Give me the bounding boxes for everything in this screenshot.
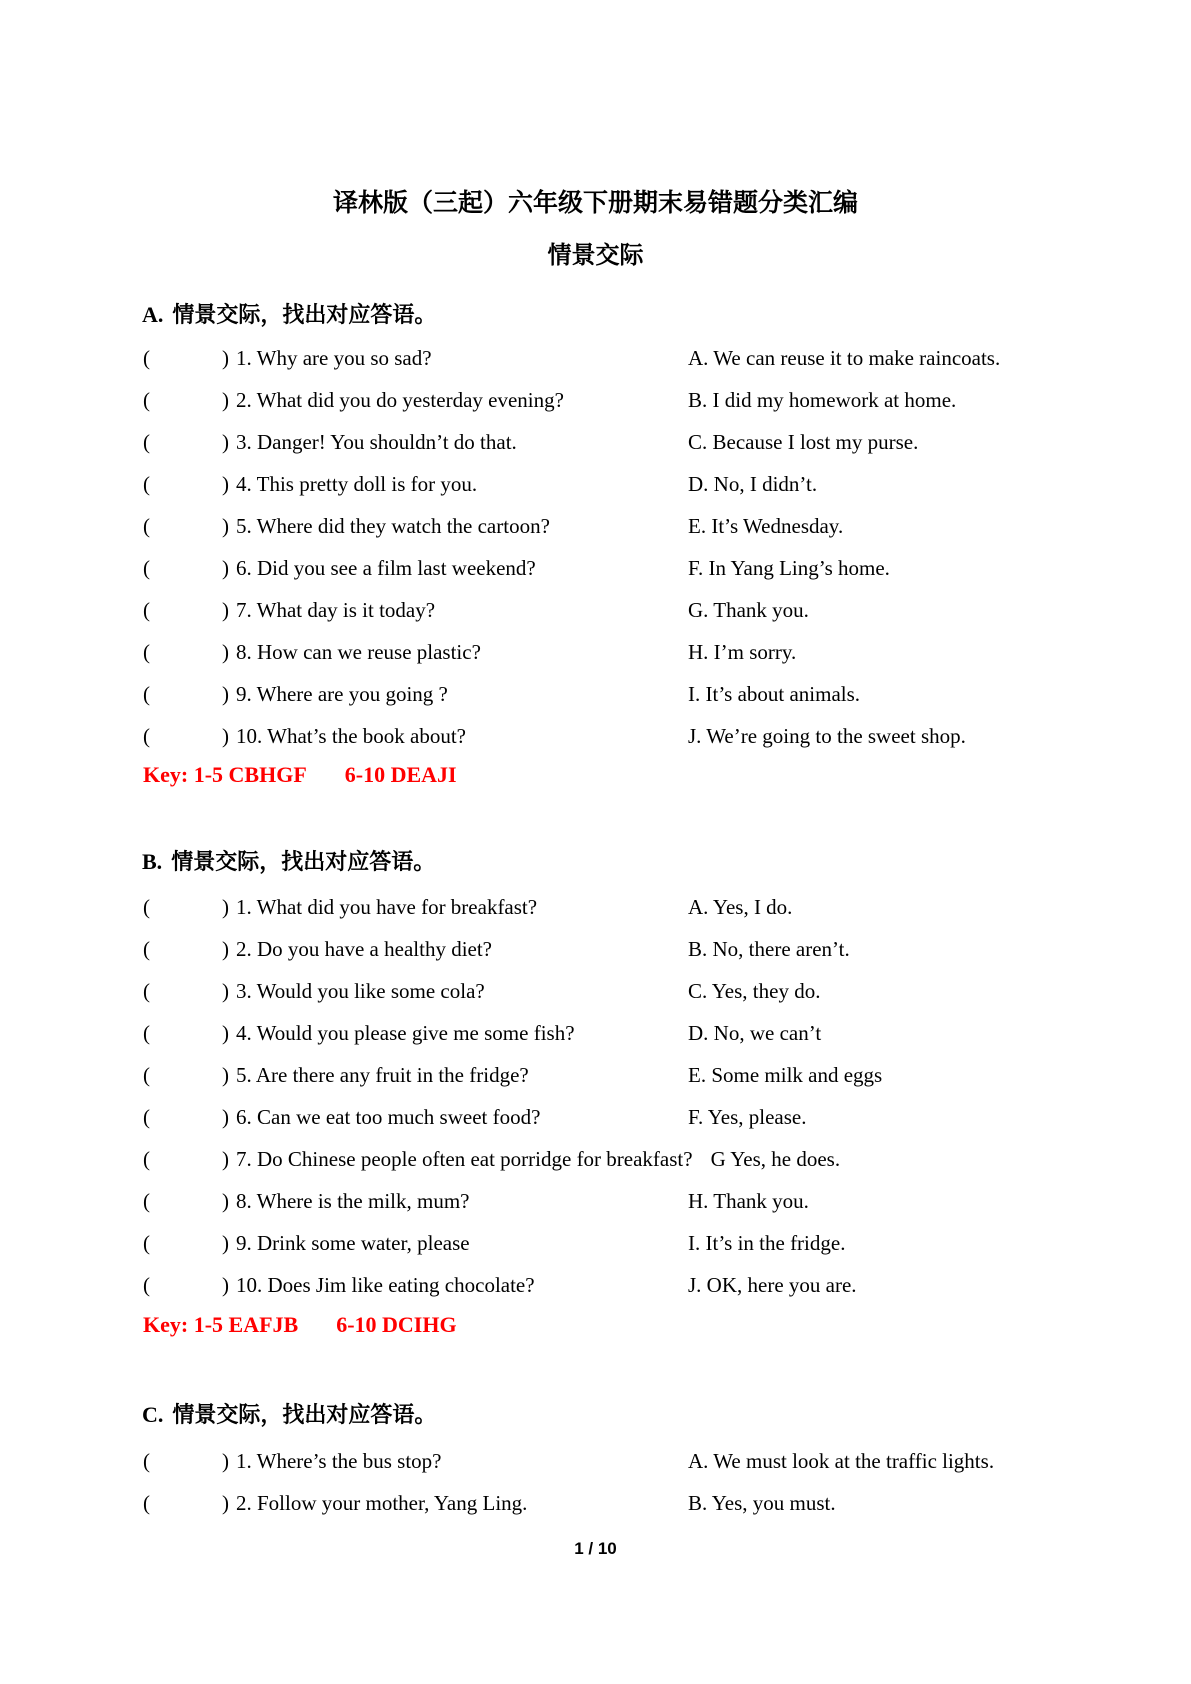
section-b-title: 情景交际，找出对应答语。 <box>171 849 436 874</box>
question-cell <box>143 1105 688 1130</box>
answer-text: C. Yes, they do. <box>688 978 821 1003</box>
section-a-heading <box>0 300 1191 330</box>
answer-blank-parens: ( <box>143 1062 150 1087</box>
answer-blank-parens: ( <box>143 555 150 580</box>
answer-blank-parens: ( <box>143 1230 150 1255</box>
question-item <box>0 1264 1191 1306</box>
answer-blank-parens: ) <box>222 1062 229 1087</box>
question-item <box>0 631 1191 673</box>
section-a-title: 情景交际，找出对应答语。 <box>172 302 437 327</box>
answer-blank-parens: ) <box>222 471 229 496</box>
answer-blank-parens: ( <box>143 1020 150 1045</box>
answer-blank-parens: ( <box>143 1272 150 1297</box>
section-b-answer-key <box>0 1307 1191 1343</box>
question-item <box>0 547 1191 589</box>
question-text: 4. Would you please give me some fish? <box>236 1020 575 1045</box>
answer-blank-parens: ) <box>222 978 229 1003</box>
answer-text: J. We’re going to the sweet shop. <box>688 723 966 748</box>
question-item <box>0 463 1191 505</box>
section-b-rows <box>0 886 1191 1306</box>
answer-blank-parens: ) <box>222 1448 229 1473</box>
answer-text: D. No, we can’t <box>688 1020 822 1045</box>
answer-blank-parens: ( <box>143 639 150 664</box>
question-cell <box>143 1021 688 1046</box>
question-text: 2. Do you have a healthy diet? <box>236 936 492 961</box>
question-text: 7. Do Chinese people often eat porridge for breakfast? <box>236 1146 693 1171</box>
answer-blank-parens: ( <box>143 1448 150 1473</box>
answer-blank-parens: ( <box>143 1490 150 1515</box>
answer-blank-parens: ) <box>222 1104 229 1129</box>
question-item <box>0 589 1191 631</box>
question-item <box>0 673 1191 715</box>
question-text: 4. This pretty doll is for you. <box>236 471 478 496</box>
answer-blank-parens: ( <box>143 345 150 370</box>
answer-blank-parens: ( <box>143 936 150 961</box>
question-cell <box>143 682 688 707</box>
answer-blank-parens: ) <box>222 429 229 454</box>
question-cell <box>143 556 688 581</box>
question-text: 9. Drink some water, please <box>236 1230 470 1255</box>
section-a-rows <box>0 337 1191 757</box>
answer-blank-parens: ( <box>143 1104 150 1129</box>
question-item <box>0 421 1191 463</box>
answer-blank-parens: ) <box>222 723 229 748</box>
question-text: 2. What did you do yesterday evening? <box>236 387 564 412</box>
question-text: 8. How can we reuse plastic? <box>236 639 481 664</box>
section-a-label: A. <box>142 302 164 327</box>
answer-key-part1: Key: 1-5 CBHGF <box>143 762 307 787</box>
question-cell <box>143 514 688 539</box>
question-cell <box>143 895 688 920</box>
answer-blank-parens: ) <box>222 681 229 706</box>
question-text: 9. Where are you going ? <box>236 681 448 706</box>
question-item <box>0 970 1191 1012</box>
answer-blank-parens: ( <box>143 471 150 496</box>
answer-text: A. We must look at the traffic lights. <box>688 1448 995 1473</box>
answer-key-part2: 6-10 DCIHG <box>336 1312 457 1337</box>
question-item <box>0 1440 1191 1482</box>
answer-blank-parens: ( <box>143 723 150 748</box>
question-cell <box>143 388 688 413</box>
answer-text: A. We can reuse it to make raincoats. <box>688 345 1001 370</box>
answer-text: F. Yes, please. <box>688 1104 807 1129</box>
answer-blank-parens: ) <box>222 1272 229 1297</box>
answer-blank-parens: ) <box>222 513 229 538</box>
question-text: 2. Follow your mother, Yang Ling. <box>236 1490 528 1515</box>
answer-blank-parens: ) <box>222 597 229 622</box>
question-item <box>0 1096 1191 1138</box>
question-text: 8. Where is the milk, mum? <box>236 1188 470 1213</box>
question-text: 7. What day is it today? <box>236 597 436 622</box>
question-cell <box>143 1147 693 1172</box>
answer-text: H. Thank you. <box>688 1188 809 1213</box>
answer-text: I. It’s in the fridge. <box>688 1230 846 1255</box>
answer-blank-parens: ) <box>222 1146 229 1171</box>
answer-blank-parens: ( <box>143 387 150 412</box>
question-item <box>0 1012 1191 1054</box>
answer-blank-parens: ) <box>222 345 229 370</box>
answer-text: E. Some milk and eggs <box>688 1062 883 1087</box>
page-title: 译林版（三起）六年级下册期末易错题分类汇编 <box>332 190 858 217</box>
question-item <box>0 337 1191 379</box>
question-text: 1. Where’s the bus stop? <box>236 1448 442 1473</box>
question-cell <box>143 1231 688 1256</box>
question-item <box>0 1482 1191 1524</box>
answer-blank-parens: ) <box>222 1020 229 1045</box>
question-text: 3. Would you like some cola? <box>236 978 485 1003</box>
question-item <box>0 1054 1191 1096</box>
question-cell <box>143 1491 688 1516</box>
answer-blank-parens: ) <box>222 387 229 412</box>
answer-blank-parens: ) <box>222 1188 229 1213</box>
answer-key-part1: Key: 1-5 EAFJB <box>143 1312 299 1337</box>
question-cell <box>143 1449 688 1474</box>
question-cell <box>143 1063 688 1088</box>
question-text: 6. Did you see a film last weekend? <box>236 555 536 580</box>
answer-text: B. I did my homework at home. <box>688 387 957 412</box>
answer-text: B. No, there aren’t. <box>688 936 850 961</box>
section-a-answer-key <box>0 757 1191 793</box>
answer-blank-parens: ) <box>222 1230 229 1255</box>
question-cell <box>143 472 688 497</box>
question-text: 5. Are there any fruit in the fridge? <box>236 1062 529 1087</box>
question-cell <box>143 640 688 665</box>
page-subtitle: 情景交际 <box>547 243 644 269</box>
section-b-label: B. <box>142 849 163 874</box>
question-item <box>0 379 1191 421</box>
question-item <box>0 715 1191 757</box>
section-c-label: C. <box>142 1402 164 1427</box>
section-c-title: 情景交际，找出对应答语。 <box>172 1402 437 1427</box>
answer-key-part2: 6-10 DEAJI <box>344 762 457 787</box>
question-cell <box>143 1189 688 1214</box>
answer-text: F. In Yang Ling’s home. <box>688 555 890 580</box>
answer-text: B. Yes, you must. <box>688 1490 836 1515</box>
question-item <box>0 505 1191 547</box>
answer-blank-parens: ) <box>222 936 229 961</box>
page-number: 1 / 10 <box>574 1539 617 1558</box>
answer-blank-parens: ) <box>222 1490 229 1515</box>
answer-blank-parens: ( <box>143 597 150 622</box>
answer-text: E. It’s Wednesday. <box>688 513 844 538</box>
answer-blank-parens: ) <box>222 894 229 919</box>
question-cell <box>143 598 688 623</box>
question-text: 10. What’s the book about? <box>236 723 466 748</box>
answer-blank-parens: ( <box>143 1146 150 1171</box>
answer-text: I. It’s about animals. <box>688 681 861 706</box>
answer-text: G Yes, he does. <box>710 1146 841 1171</box>
answer-text: A. Yes, I do. <box>688 894 793 919</box>
question-text: 6. Can we eat too much sweet food? <box>236 1104 541 1129</box>
answer-blank-parens: ( <box>143 429 150 454</box>
question-text: 5. Where did they watch the cartoon? <box>236 513 550 538</box>
question-item <box>0 1222 1191 1264</box>
question-cell <box>143 724 688 749</box>
question-cell <box>143 346 688 371</box>
section-b-heading <box>0 847 1191 877</box>
question-item <box>0 1180 1191 1222</box>
question-cell <box>143 1273 688 1298</box>
answer-text: D. No, I didn’t. <box>688 471 818 496</box>
answer-blank-parens: ( <box>143 681 150 706</box>
question-text: 10. Does Jim like eating chocolate? <box>236 1272 535 1297</box>
answer-text: H. I’m sorry. <box>688 639 797 664</box>
question-cell <box>143 430 688 455</box>
question-item <box>0 886 1191 928</box>
question-item <box>0 1138 1191 1180</box>
section-c-rows <box>0 1440 1191 1524</box>
answer-text: G. Thank you. <box>688 597 809 622</box>
answer-blank-parens: ( <box>143 1188 150 1213</box>
answer-text: C. Because I lost my purse. <box>688 429 919 454</box>
question-text: 1. What did you have for breakfast? <box>236 894 538 919</box>
answer-blank-parens: ( <box>143 894 150 919</box>
question-item <box>0 928 1191 970</box>
answer-blank-parens: ( <box>143 978 150 1003</box>
question-text: 1. Why are you so sad? <box>236 345 432 370</box>
question-cell <box>143 937 688 962</box>
answer-text: J. OK, here you are. <box>688 1272 857 1297</box>
answer-blank-parens: ) <box>222 555 229 580</box>
answer-blank-parens: ) <box>222 639 229 664</box>
answer-blank-parens: ( <box>143 513 150 538</box>
section-c-heading <box>0 1400 1191 1430</box>
question-cell <box>143 979 688 1004</box>
question-text: 3. Danger! You shouldn’t do that. <box>236 429 517 454</box>
